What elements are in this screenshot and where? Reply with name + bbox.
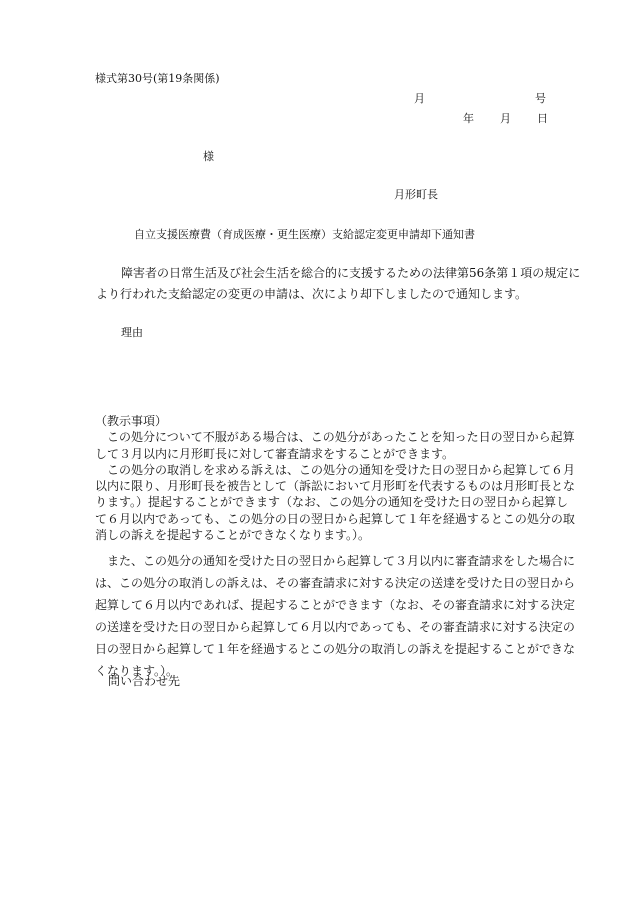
notice-p3-l1: また、この処分の通知を受けた日の翌日から起算して３月以内に審査請求をした場合に — [107, 554, 576, 568]
notice-p2-l2: 以内に限り、月形町長を被告として（訴訟において月形町を代表するものは月形町長とな — [95, 479, 576, 494]
notice-p2-l3: ります。）提起することができます（なお、この処分の通知を受けた日の翌日から起算し — [95, 495, 569, 510]
body-line-2: より行われた支給認定の変更の申請は、次により却下しましたので通知します。 — [96, 287, 528, 301]
number-label: 号 — [535, 92, 546, 105]
notice-p2-l4: て６月以内であっても、この処分の日の翌日から起算して１年を経過するとこの処分の取 — [95, 511, 575, 526]
notice-p2-l1: この処分の取消しを求める訴えは、この処分の通知を受けた日の翌日から起算して６月 — [107, 462, 576, 477]
notice-p3-l3: 起算して６月以内であれば、提起することができます（なお、その審査請求に対する決定 — [95, 598, 576, 612]
notice-p1-l2: して３月以内に月形町長に対して審査請求をすることができます。 — [95, 446, 455, 461]
notice-heading: （教示事項） — [95, 414, 168, 428]
month-label: 月 — [414, 92, 425, 105]
reason-label: 理由 — [121, 326, 143, 339]
month-label-date: 月 — [500, 112, 511, 125]
year-label: 年 — [463, 112, 474, 125]
form-number: 様式第30号(第19条関係) — [95, 72, 220, 85]
notice-p3-l6: くなります。）。 — [95, 664, 179, 678]
notice-section — [95, 413, 615, 543]
sender-name: 月形町長 — [394, 188, 438, 201]
notice-p1-l1: この処分について不服がある場合は、この処分があったことを知った日の翌日から起算 — [107, 430, 575, 445]
notice-section-2 — [95, 550, 615, 682]
addressee-honorific: 様 — [203, 150, 214, 163]
day-label: 日 — [537, 112, 548, 125]
body-line-1: 障害者の日常生活及び社会生活を総合的に支援するための法律第56条第１項の規定に — [121, 266, 581, 280]
notice-p3-l4: の送達を受けた日の翌日から起算して６月以内であっても、その審査請求に対する決定の — [95, 620, 575, 634]
notice-p3-l2: は、この処分の取消しの訴えは、その審査請求に対する決定の送達を受けた日の翌日から — [95, 576, 576, 590]
notice-p2-l5: 消しの訴えを提起することができなくなります。）。 — [95, 528, 371, 543]
document-title: 自立支援医療費（育成医療・更生医療）支給認定変更申請却下通知書 — [134, 228, 475, 241]
contact-label: 問い合わせ先 — [108, 674, 181, 688]
notice-p3-l5: 日の翌日から起算して１年を経過するとこの処分の取消しの訴えを提起することができな — [95, 642, 576, 656]
